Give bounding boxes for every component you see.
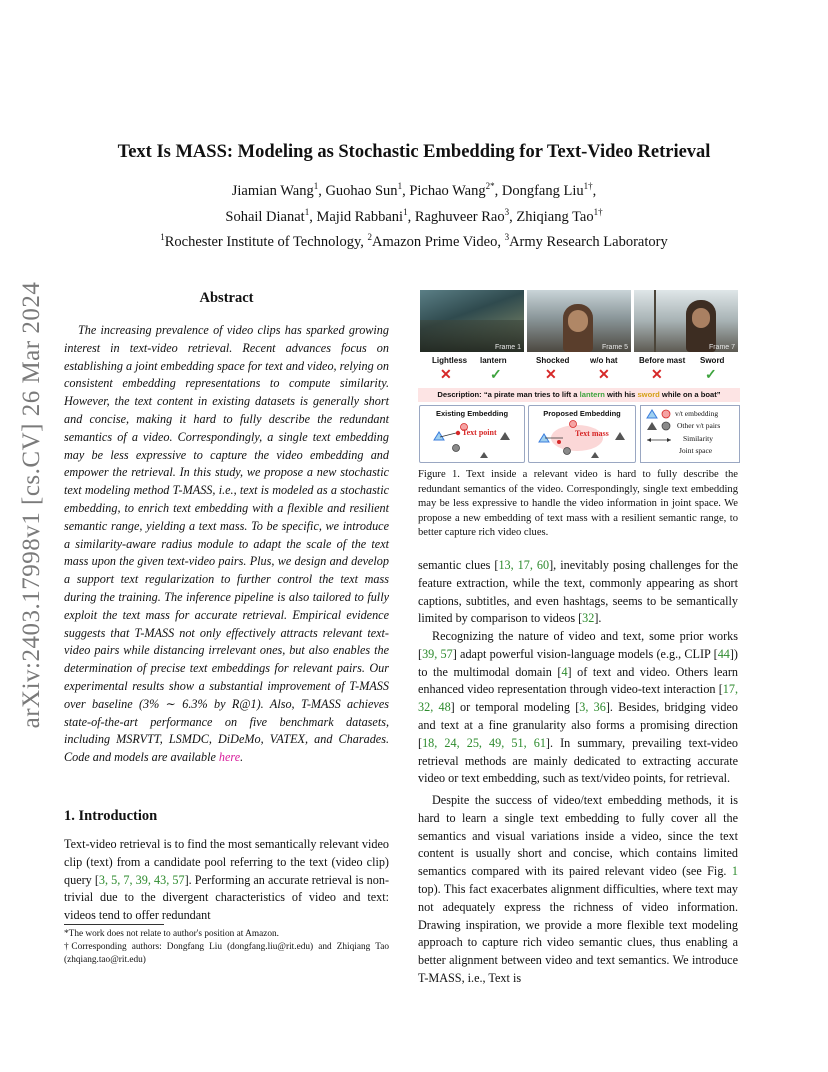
abstract-body: The increasing prevalence of video clips has sparked growing interest in text-video retrieval. Recent advances focus on establishing a joint embedding space for text and video, relying on consistent embedding representations to compute similarity. However, the text content in existing datasets is generally short and concise, making it hard to fully describe the redundant semantics of a video. Correspondingly, a single text embedding may be less expressive to capture the video embedding and empower the retrieval. In this study, we propose a new stochastic text modeling method T-MASS, i.e., text is modeled as a stochastic embedding, to enrich text embedding with a flexible and resilient semantic range, yielding a text mass. To be specific, we introduce a similarity-aware radius module to adapt the scale of the text mass upon the given text-video pairs. Plus, we design and develop a support text regularization to further control the text mass during the training. The inference pipeline is also tailored to fully exploit the text mass for accurate retrieval. Empirical evidence suggests that T-MASS not only effectively attracts relevant text-video pairs while distancing irrelevant ones, but also enables the determination of precise text embeddings for relevant pairs. Our experimental results show a substantial improvement of T-MASS over baseline (3% ∼ 6.3% by R@1). Also, T-MASS achieves state-of-the-art performance on five benchmark datasets, including MSRVTT, LSMDC, DiDeMo, VATEX, and Charades. Code and models are available here. <box>64 323 389 765</box>
video-frame-3: Frame 7 <box>634 290 738 352</box>
figure-legend <box>640 405 740 463</box>
arxiv-identifier: arXiv:2403.17998v1 [cs.CV] 26 Mar 2024 <box>18 281 45 729</box>
citation[interactable]: 17, 32, 48 <box>418 682 738 715</box>
check-icon: ✓ <box>490 368 502 383</box>
figure-1 <box>418 287 740 465</box>
abstract-heading: Abstract <box>199 290 254 306</box>
citation[interactable]: 3, 5, 7, 39, 43, 57 <box>98 872 185 887</box>
citation[interactable]: 3, 36 <box>579 700 606 715</box>
video-frame-1: Frame 1 <box>420 290 524 352</box>
footnote-1: *The work does not relate to author's position at Amazon. <box>64 929 279 939</box>
authors-line-1: Jiamian Wang$^1$, Guohao Sun$^1$, Pichao Wang$^{2*}$, Dongfang Liu$^{1\dagger}$, <box>231 181 597 199</box>
proposed-embedding-diagram <box>529 418 635 462</box>
figure-1-caption: Figure 1. Text inside a relevant video is hard to fully describe the redundant semantics of the video. Correspondingly, single text embedding may be less expressive to handle the video information in joint space. We propose a new embedding of text mass with a resilient semantic range, to better capture rich video clues. <box>418 469 738 539</box>
citation[interactable]: 32 <box>582 611 595 626</box>
affiliations: $^1$Rochester Institute of Technology, $^2$Amazon Prime Video, $^3$Army Research Laboratory <box>160 232 668 250</box>
legend-item: Joint space <box>679 446 713 455</box>
word-label: Before mast <box>639 356 686 365</box>
word-label: w/o hat <box>590 356 618 365</box>
authors-line-2: Sohail Dianat$^1$, Majid Rabbani$^1$, Raghuveer Rao$^3$, Zhiqiang Tao$^{1\dagger}$ <box>225 207 603 225</box>
legend-item: Other v/t pairs <box>677 421 721 430</box>
figure-description: Description: “a pirate man tries to lift a lantern with his sword while on a boat” <box>418 388 740 402</box>
word-label: lantern <box>480 356 507 365</box>
cross-icon: ✕ <box>545 368 557 383</box>
word-label: Lightless <box>432 356 468 365</box>
citation[interactable]: 13, 17, 60 <box>498 558 550 572</box>
text-mass-label: Text mass <box>575 429 609 438</box>
footnotes <box>64 928 389 967</box>
existing-embedding-diagram <box>420 418 524 462</box>
arxiv-sidebar <box>12 280 52 730</box>
frame-word-row <box>418 356 740 386</box>
citation[interactable]: 18, 24, 25, 49, 51, 61 <box>422 735 546 750</box>
intro-paragraph: Text-video retrieval is to find the most semantically relevant video clip (text) from a candidate pool referring to the text (video clip) query [3, 5, 7, 39, 43, 57]. Performing an accurate retrieval is non-trivial due to the divergent characteristics of video and text: videos tend to offer redundant <box>64 837 389 923</box>
citation[interactable]: 4 <box>561 664 568 679</box>
cross-icon: ✕ <box>651 368 663 383</box>
word-label: Sword <box>700 356 725 365</box>
footnote-rule <box>64 924 164 925</box>
footnote-2: †Corresponding authors: Dongfang Liu (dongfang.liu@rit.edu) and Zhiqiang Tao (zhqiang.tao@rit.edu) <box>64 942 389 965</box>
word-label: Shocked <box>536 356 570 365</box>
proposed-embedding-panel: Proposed Embedding Text mass <box>528 405 636 463</box>
text-point-label: Text point <box>462 428 497 437</box>
cross-icon: ✕ <box>440 368 452 383</box>
citation[interactable]: 39, 57 <box>422 646 453 661</box>
cross-icon: ✕ <box>598 368 610 383</box>
legend-item: v/t embedding <box>675 409 719 418</box>
video-frame-2: Frame 5 <box>527 290 631 352</box>
existing-embedding-panel: Existing Embedding Text point <box>419 405 525 463</box>
legend-item: Similarity <box>683 434 713 443</box>
check-icon: ✓ <box>705 368 717 383</box>
paper-title: Text Is MASS: Modeling as Stochastic Embedding for Text-Video Retrieval <box>117 142 711 162</box>
citation[interactable]: 44 <box>717 646 730 661</box>
text-point-dot <box>456 431 460 435</box>
right-col-paragraph-2: Recognizing the nature of video and text, some prior works [39, 57] adapt powerful vision-language models (e.g., CLIP [44]) to the multimodal domain [4] of text and video. Others learn enhanced video representation through video-text interaction [17, 32, 48] or temporal modeling [3, 36]. Besides, bridging video and text at a fine granularity also forms a promising direction [18, 24, 25, 49, 51, 61]. In summary, prevailing text-video retrieval methods are mainly dedicated to extracting accurate video or text embedding, such as text/video points, for retrieval. <box>418 629 739 786</box>
code-link[interactable]: here <box>218 750 241 765</box>
figure-reference[interactable]: 1 <box>731 864 738 879</box>
right-col-paragraph-3: Despite the success of video/text embedding methods, it is hard to learn a single text embedding to fully cover all the semantics and visual variations inside a video, since the text content is usually short and concise, which contains limited semantics compared with its paired relevant video (see Fig. 1 top). This fact exacerbates alignment difficulties, where text may not adequately express the richness of video information. Drawing inspiration, we provide a more flexible text modeling approach to capture rich video semantic clues, thus enabling a better alignment between video and text semantics. We introduce T-MASS, i.e., Text is <box>418 793 738 985</box>
right-col-paragraph-1: semantic clues [13, 17, 60], inevitably posing challenges for the feature extraction, while the text, commonly appearing as short captions, subtitles, and even hashtags, seems to be semantically limited by comparison to videos [32]. <box>418 558 739 626</box>
section-heading-introduction: 1. Introduction <box>64 808 158 824</box>
